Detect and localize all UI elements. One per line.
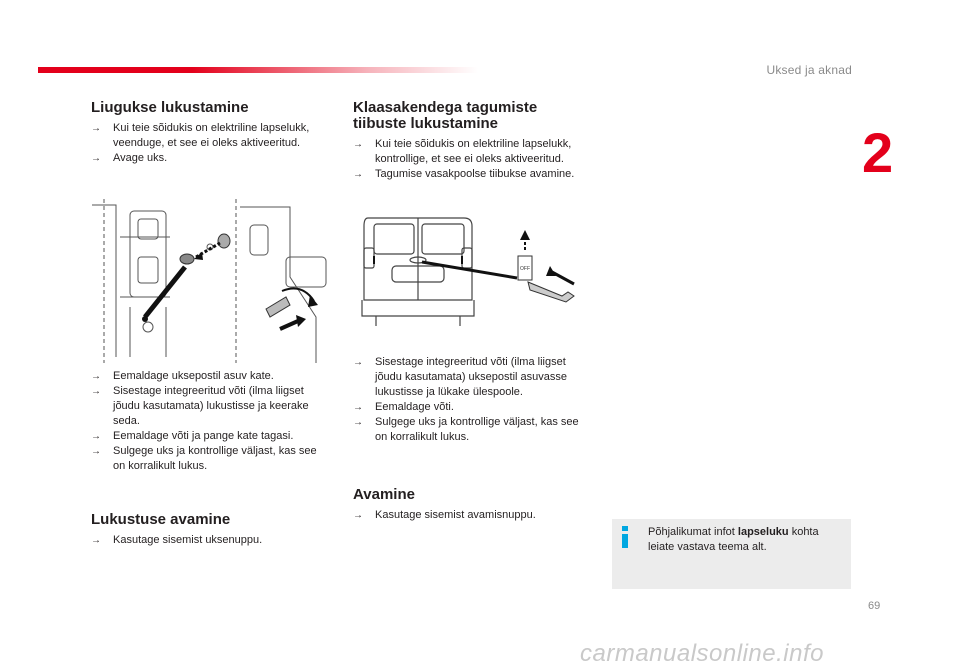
list-item: → Eemaldage uksepostil asuv kate. (91, 369, 327, 384)
info-icon (620, 526, 630, 548)
off-label: OFF (520, 266, 530, 272)
rear-doors-lock-illustration (352, 200, 590, 330)
section-title-opening: Avamine (353, 486, 415, 503)
list-item: → Kasutage sisemist avamisnuppu. (353, 508, 589, 523)
title-line: tiibuste lukustamine (353, 115, 499, 132)
sliding-door-steps-list (91, 369, 327, 474)
watermark: carmanualsonline.info (580, 640, 824, 667)
info-text-part: kohta leiate vastava teema alt. (648, 526, 819, 553)
chapter-number: 2 (862, 121, 894, 184)
sliding-door-lock-illustration (90, 197, 328, 363)
info-text-bold: lapseluku (737, 526, 789, 538)
list-item: → Eemaldage võti. (353, 400, 589, 415)
unlocking-list (91, 533, 327, 548)
rear-doors-steps-list (353, 355, 589, 445)
section-title-sliding-door-lock: Liugukse lukustamine (91, 99, 249, 116)
list-item: → Kasutage sisemist uksenuppu. (91, 533, 327, 548)
list-item: → Eemaldage võti ja pange kate tagasi. (91, 429, 327, 444)
page-number: 69 (868, 600, 881, 612)
sliding-door-prereq-list (91, 121, 327, 166)
list-item: → Tagumise vasakpoolse tiibukse avamine. (353, 167, 589, 182)
list-item: → Sulgege uks ja kontrollige väljast, kas see on korralikult lukus. (91, 444, 327, 474)
list-item: → Kui teie sõidukis on elektriline lapselukk, veenduge, et see ei oleks aktiveeritud. (91, 121, 327, 151)
list-item: → Sulgege uks ja kontrollige väljast, kas see on korralikult lukus. (353, 415, 589, 445)
info-box (612, 519, 851, 589)
list-item: → Sisestage integreeritud võti (ilma liigset jõudu kasutamata) lukustisse ja keerake seda. (91, 384, 327, 429)
list-item: → Kui teie sõidukis on elektriline lapselukk, kontrollige, et see ei oleks aktiveeritud. (353, 137, 589, 167)
section-title-rear-doors-lock (353, 100, 537, 132)
info-text (648, 525, 844, 555)
info-text-part: Põhjalikumat infot (648, 526, 738, 538)
list-item: → Avage uks. (91, 151, 327, 166)
opening-list (353, 508, 589, 523)
header-accent-bar (38, 67, 478, 73)
section-title-unlocking: Lukustuse avamine (91, 511, 231, 528)
title-line: Klaasakendega tagumiste (353, 99, 538, 116)
list-item: → Sisestage integreeritud võti (ilma liigset jõudu kasutamata) uksepostil asuvasse lukustisse ja lükake ülespoole. (353, 355, 589, 400)
rear-doors-prereq-list (353, 137, 589, 182)
chapter-title: Uksed ja aknad (766, 63, 852, 77)
